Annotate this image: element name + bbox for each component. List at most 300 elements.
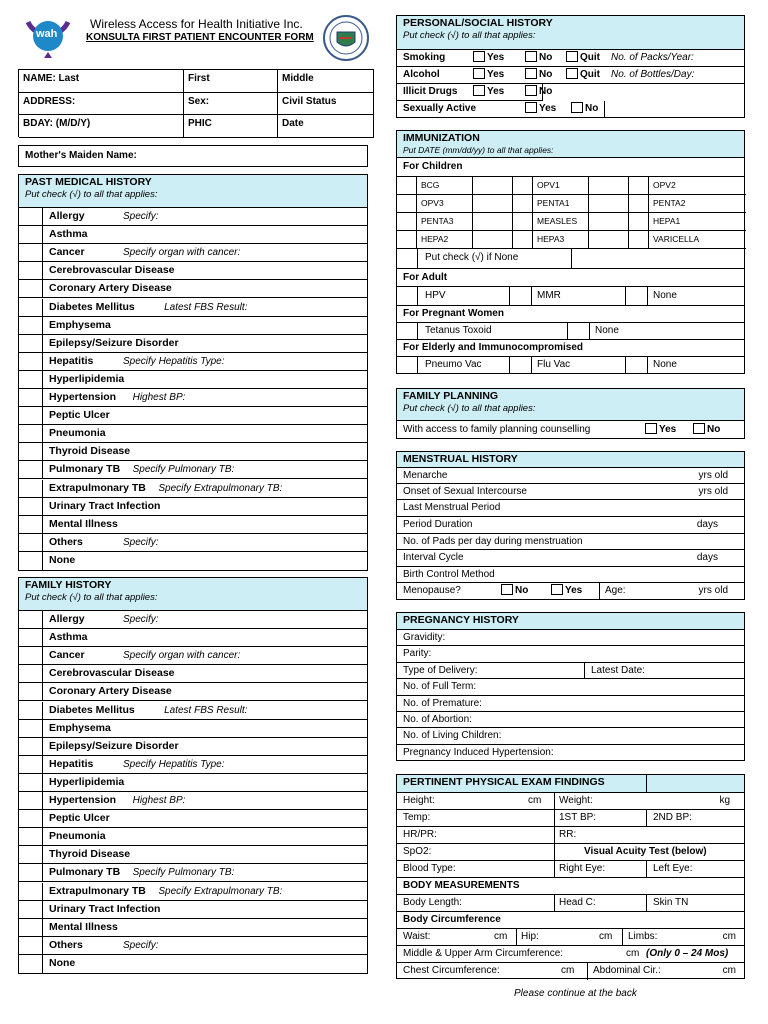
pmh-check-cell[interactable] — [19, 335, 43, 352]
no-label: No — [539, 69, 553, 80]
condition-label: Emphysema — [49, 318, 111, 331]
fh-check-cell[interactable] — [19, 792, 43, 809]
menarche-label: Menarche — [403, 470, 448, 481]
condition-label: Extrapulmonary TB — [49, 884, 146, 897]
pmh-check-cell[interactable] — [19, 443, 43, 460]
cm-unit: cm — [494, 931, 508, 942]
specify-label: Specify: — [123, 536, 159, 548]
history-row — [19, 534, 367, 552]
fp-access-label: With access to family planning counselling — [403, 424, 591, 435]
history-row — [19, 937, 367, 955]
no-label: No — [707, 424, 721, 435]
fh-check-cell[interactable] — [19, 883, 43, 900]
condition-label: Asthma — [49, 631, 88, 644]
history-row — [19, 665, 367, 683]
condition-label: Diabetes Mellitus — [49, 300, 135, 313]
condition-label: Pneumonia — [49, 427, 106, 440]
pmh-check-cell[interactable] — [19, 208, 43, 225]
pmh-check-cell[interactable] — [19, 280, 43, 297]
temp-label: Temp: — [403, 812, 431, 823]
history-row — [19, 774, 367, 792]
vaccine-label: PENTA2 — [649, 195, 746, 213]
condition-label: Coronary Artery Disease — [49, 685, 172, 698]
specify-label: Specify organ with cancer: — [123, 650, 241, 662]
alcohol-yes-checkbox[interactable] — [473, 68, 485, 79]
condition-label: None — [49, 553, 76, 566]
fh-check-cell[interactable] — [19, 647, 43, 664]
vaccine-label: OPV1 — [533, 177, 589, 195]
condition-label: Others — [49, 938, 83, 951]
sexually-active-no-checkbox[interactable] — [571, 102, 583, 113]
fh-check-cell[interactable] — [19, 937, 43, 954]
immunization — [396, 130, 745, 374]
specify-label: Specify: — [123, 939, 159, 951]
past-medical-history — [18, 174, 368, 571]
duration-label: Period Duration — [403, 519, 473, 530]
onset-label: Onset of Sexual Intercourse — [403, 486, 527, 497]
birth-control-label: Birth Control Method — [403, 569, 495, 580]
limbs-label: Limbs: — [628, 931, 658, 942]
maiden-name-field[interactable] — [18, 145, 368, 167]
history-row — [19, 407, 367, 425]
history-row — [19, 611, 367, 629]
pmh-check-cell[interactable] — [19, 299, 43, 316]
fh-check-cell[interactable] — [19, 774, 43, 791]
specify-label: Highest BP: — [132, 795, 186, 806]
for-elderly-label: For Elderly and Immunocompromised — [403, 342, 584, 353]
condition-label: Hyperlipidemia — [49, 775, 125, 788]
section-subtitle: Put DATE (mm/dd/yy) to all that applies: — [403, 145, 554, 155]
body-circumference-label: Body Circumference — [403, 914, 501, 925]
fh-check-cell[interactable] — [19, 828, 43, 845]
living-children-label: No. of Living Children: — [403, 730, 502, 741]
continue-note: Please continue at the back — [514, 988, 637, 999]
bday-label: BDAY: (M/D/Y) — [23, 118, 91, 129]
specify-label: Latest FBS Result: — [164, 704, 248, 716]
pmh-check-cell[interactable] — [19, 262, 43, 279]
section-title: FAMILY HISTORY — [25, 579, 112, 591]
history-row — [19, 353, 367, 371]
date-label: Date — [282, 118, 304, 129]
history-row — [19, 919, 367, 937]
height-label: Height: — [403, 795, 435, 806]
no-label: No — [515, 585, 529, 596]
fh-check-cell[interactable] — [19, 720, 43, 737]
fh-check-cell[interactable] — [19, 665, 43, 682]
vaccine-label: MEASLES — [533, 213, 589, 231]
left-eye-label: Left Eye: — [653, 863, 693, 874]
wah-logo — [22, 14, 74, 60]
section-title: PAST MEDICAL HISTORY — [25, 176, 152, 188]
pmh-check-cell[interactable] — [19, 425, 43, 442]
adult-none-label: None — [653, 290, 677, 301]
specify-label: Specify organ with cancer: — [123, 247, 241, 259]
vaccine-label: PENTA1 — [533, 195, 589, 213]
history-row — [19, 516, 367, 534]
hpv-label: HPV — [425, 290, 446, 301]
history-row — [19, 738, 367, 756]
history-row — [19, 864, 367, 882]
abortion-label: No. of Abortion: — [403, 714, 472, 725]
lmp-label: Last Menstrual Period — [403, 502, 501, 513]
condition-label: Extrapulmonary TB — [49, 481, 146, 494]
flu-vac-label: Flu Vac — [537, 359, 571, 370]
body-length-label: Body Length: — [403, 897, 462, 908]
pmh-check-cell[interactable] — [19, 317, 43, 334]
condition-label: Allergy — [49, 613, 85, 625]
menopause-yes-checkbox[interactable] — [551, 584, 563, 595]
pregnancy-history — [396, 612, 745, 761]
menopause-no-checkbox[interactable] — [501, 584, 513, 595]
vaccine-date-cell[interactable] — [397, 231, 417, 249]
org-name: Wireless Access for Health Initiative Inc. — [90, 17, 303, 31]
specify-label: Latest FBS Result: — [164, 301, 248, 313]
history-row — [19, 683, 367, 701]
vaccine-label: OPV2 — [649, 177, 746, 195]
specify-label: Specify: — [123, 614, 159, 625]
history-row — [19, 262, 367, 280]
chest-label: Chest Circumference: — [403, 965, 500, 976]
parity-label: Parity: — [403, 648, 432, 659]
condition-label: Coronary Artery Disease — [49, 282, 172, 295]
pmh-check-cell[interactable] — [19, 480, 43, 497]
history-row — [19, 498, 367, 516]
unit-label: days — [696, 519, 718, 530]
history-row — [19, 280, 367, 298]
history-row — [19, 955, 367, 973]
specify-label: Specify: — [123, 211, 159, 222]
section-title: PREGNANCY HISTORY — [403, 614, 519, 626]
mmr-label: MMR — [537, 290, 561, 301]
no-label: No — [539, 86, 553, 97]
vaccine-label: BCG — [417, 177, 473, 195]
specify-label: Specify Extrapulmonary TB: — [158, 885, 283, 897]
vaccine-label: VARICELLA — [649, 231, 746, 249]
address-label: ADDRESS: — [23, 96, 76, 107]
vaccine-label: HEPA1 — [649, 213, 746, 231]
phic-label: PHIC — [188, 118, 212, 129]
vaccine-label: HEPA3 — [533, 231, 589, 249]
history-row — [19, 461, 367, 479]
condition-label: Cerebrovascular Disease — [49, 264, 175, 277]
condition-label: Thyroid Disease — [49, 445, 131, 458]
right-eye-label: Right Eye: — [559, 863, 606, 874]
for-pregnant-label: For Pregnant Women — [403, 308, 504, 319]
yes-label: Yes — [487, 52, 505, 63]
first-name-label: First — [188, 73, 210, 84]
menopause-label: Menopause? — [403, 585, 461, 596]
bottles-label: No. of Bottles/Day: — [611, 69, 695, 80]
condition-label: Hypertension — [49, 794, 117, 806]
condition-label: None — [49, 956, 76, 969]
history-row — [19, 317, 367, 335]
smoking-quit-checkbox[interactable] — [566, 51, 578, 62]
premature-label: No. of Premature: — [403, 698, 482, 709]
pmh-check-cell[interactable] — [19, 389, 43, 406]
pih-label: Pregnancy Induced Hypertension: — [403, 747, 554, 758]
fp-no-checkbox[interactable] — [693, 423, 705, 434]
specify-label: Specify Hepatitis Type: — [123, 758, 225, 770]
section-subtitle: Put check (√) to all that applies: — [25, 592, 158, 603]
pregnant-none-label: None — [595, 325, 619, 336]
specify-label: Specify Pulmonary TB: — [132, 464, 235, 476]
elderly-none-label: None — [653, 359, 677, 370]
family-history — [18, 577, 368, 974]
fh-check-cell[interactable] — [19, 683, 43, 700]
alcohol-quit-checkbox[interactable] — [566, 68, 578, 79]
history-row — [19, 389, 367, 407]
history-row — [19, 244, 367, 262]
pmh-check-cell[interactable] — [19, 552, 43, 570]
condition-label: Emphysema — [49, 721, 111, 734]
head-c-label: Head C: — [559, 897, 596, 908]
delivery-type-label: Type of Delivery: — [403, 665, 478, 676]
vaccine-date-cell[interactable] — [589, 231, 629, 249]
section-subtitle: Put check (√) to all that applies: — [403, 403, 536, 414]
no-label: No — [585, 103, 599, 114]
history-row — [19, 647, 367, 665]
fp-yes-checkbox[interactable] — [645, 423, 657, 434]
patient-info-table — [18, 69, 374, 137]
condition-label: Peptic Ulcer — [49, 409, 110, 422]
history-row — [19, 720, 367, 738]
condition-label: Thyroid Disease — [49, 848, 131, 861]
history-row — [19, 828, 367, 846]
cm-unit: cm — [561, 965, 575, 976]
specify-label: Specify Extrapulmonary TB: — [158, 482, 283, 494]
history-row — [19, 371, 367, 389]
form-title: KONSULTA FIRST PATIENT ENCOUNTER FORM — [86, 32, 314, 43]
sexually-active-yes-checkbox[interactable] — [525, 102, 537, 113]
condition-label: Epilepsy/Seizure Disorder — [49, 739, 179, 752]
vaccine-date-cell[interactable] — [589, 195, 629, 213]
history-row — [19, 425, 367, 443]
abdominal-label: Abdominal Cir.: — [593, 965, 661, 976]
age-label: Age: — [605, 585, 626, 596]
alcohol-label: Alcohol — [403, 69, 440, 80]
pmh-check-cell[interactable] — [19, 461, 43, 478]
condition-label: Allergy — [49, 210, 85, 222]
condition-label: Epilepsy/Seizure Disorder — [49, 336, 179, 349]
unit-label: yrs old — [698, 470, 728, 481]
family-planning — [396, 388, 745, 439]
cm-unit: cm — [528, 795, 542, 806]
condition-label: Diabetes Mellitus — [49, 703, 135, 716]
vaccine-date-cell[interactable] — [629, 177, 649, 195]
muac-label: Middle & Upper Arm Circumference: — [403, 948, 564, 959]
condition-label: Mental Illness — [49, 517, 118, 530]
vaccine-date-cell[interactable] — [629, 213, 649, 231]
pmh-check-cell[interactable] — [19, 353, 43, 370]
vaccine-date-cell[interactable] — [513, 213, 533, 231]
condition-label: Cerebrovascular Disease — [49, 667, 175, 680]
section-title: PERSONAL/SOCIAL HISTORY — [403, 17, 553, 29]
vaccine-date-cell[interactable] — [397, 213, 417, 231]
condition-label: Pneumonia — [49, 830, 106, 843]
alcohol-no-checkbox[interactable] — [525, 68, 537, 79]
condition-label: Pulmonary TB — [49, 866, 121, 879]
condition-label: Cancer — [49, 246, 85, 259]
quit-label: Quit — [580, 69, 600, 80]
visual-acuity-label: Visual Acuity Test (below) — [584, 846, 707, 857]
pmh-check-cell[interactable] — [19, 244, 43, 261]
maiden-name-label: Mother's Maiden Name: — [25, 150, 137, 161]
sexually-active-label: Sexually Active — [403, 103, 477, 114]
menstrual-history — [396, 451, 745, 600]
cm-unit: cm — [722, 965, 736, 976]
kg-unit: kg — [719, 795, 730, 806]
smoking-yes-checkbox[interactable] — [473, 51, 485, 62]
condition-label: Hepatitis — [49, 757, 94, 770]
cm-unit: cm — [599, 931, 613, 942]
cm-unit: cm — [626, 948, 640, 959]
hip-label: Hip: — [521, 931, 539, 942]
muac-note: (Only 0 – 24 Mos) — [646, 948, 729, 959]
condition-label: Mental Illness — [49, 920, 118, 933]
vaccine-date-cell[interactable] — [513, 195, 533, 213]
fh-check-cell[interactable] — [19, 955, 43, 973]
for-adult-label: For Adult — [403, 272, 448, 283]
condition-label: Urinary Tract Infection — [49, 499, 161, 512]
condition-label: Hepatitis — [49, 354, 94, 367]
fh-check-cell[interactable] — [19, 756, 43, 773]
fh-check-cell[interactable] — [19, 629, 43, 646]
physical-exam — [396, 774, 745, 979]
condition-label: Urinary Tract Infection — [49, 902, 161, 915]
full-term-label: No. of Full Term: — [403, 681, 477, 692]
vaccine-label: PENTA3 — [417, 213, 473, 231]
fh-check-cell[interactable] — [19, 864, 43, 881]
fh-check-cell[interactable] — [19, 901, 43, 918]
blood-type-label: Blood Type: — [403, 863, 456, 874]
vaccine-date-cell[interactable] — [589, 213, 629, 231]
fh-check-cell[interactable] — [19, 611, 43, 628]
interval-label: Interval Cycle — [403, 552, 464, 563]
history-row — [19, 792, 367, 810]
history-row — [19, 208, 367, 226]
children-vaccine-grid — [397, 177, 744, 249]
logo-text: wah — [36, 28, 58, 40]
yes-label: Yes — [659, 424, 677, 435]
seal-icon — [322, 12, 370, 64]
vaccine-date-cell[interactable] — [629, 195, 649, 213]
fh-check-cell[interactable] — [19, 702, 43, 719]
history-row — [19, 846, 367, 864]
bp1-label: 1ST BP: — [559, 812, 597, 823]
gravidity-label: Gravidity: — [403, 632, 446, 643]
body-measurements-label: BODY MEASUREMENTS — [403, 880, 520, 891]
vaccine-date-cell[interactable] — [473, 231, 513, 249]
vaccine-date-cell[interactable] — [629, 231, 649, 249]
history-row — [19, 901, 367, 919]
vaccine-date-cell[interactable] — [397, 195, 417, 213]
section-title: MENSTRUAL HISTORY — [403, 453, 518, 465]
history-row — [19, 756, 367, 774]
history-row — [19, 443, 367, 461]
vaccine-label: HEPA2 — [417, 231, 473, 249]
spo2-label: SpO2: — [403, 846, 432, 857]
pmh-check-cell[interactable] — [19, 407, 43, 424]
children-none-label: Put check (√) if None — [425, 252, 519, 263]
vaccine-date-cell[interactable] — [473, 195, 513, 213]
smoking-label: Smoking — [403, 52, 446, 63]
section-subtitle: Put check (√) to all that applies: — [25, 189, 158, 200]
history-row — [19, 629, 367, 647]
unit-label: yrs old — [698, 486, 728, 497]
yes-label: Yes — [487, 86, 505, 97]
weight-label: Weight: — [559, 795, 593, 806]
history-row — [19, 883, 367, 901]
history-row — [19, 810, 367, 828]
sex-label: Sex: — [188, 96, 210, 107]
waist-label: Waist: — [403, 931, 431, 942]
vaccine-date-cell[interactable] — [513, 231, 533, 249]
section-title: FAMILY PLANNING — [403, 390, 499, 402]
pmh-check-cell[interactable] — [19, 516, 43, 533]
seal-emblem — [322, 12, 370, 64]
vaccine-date-cell[interactable] — [513, 177, 533, 195]
illicit-yes-checkbox[interactable] — [473, 85, 485, 96]
quit-label: Quit — [580, 52, 600, 63]
latest-date-label: Latest Date: — [591, 665, 645, 676]
history-row — [19, 702, 367, 720]
personal-social-history — [396, 15, 745, 118]
pmh-check-cell[interactable] — [19, 226, 43, 243]
fh-check-cell[interactable] — [19, 738, 43, 755]
illicit-drugs-label: Illicit Drugs — [403, 86, 458, 97]
section-title: PERTINENT PHYSICAL EXAM FINDINGS — [403, 776, 605, 788]
packs-label: No. of Packs/Year: — [611, 52, 694, 63]
vaccine-date-cell[interactable] — [589, 177, 629, 195]
condition-label: Others — [49, 535, 83, 548]
specify-label: Specify Pulmonary TB: — [132, 867, 235, 879]
history-row — [19, 226, 367, 244]
condition-label: Asthma — [49, 228, 88, 241]
skin-tn-label: Skin TN — [653, 897, 689, 908]
pneumo-vac-label: Pneumo Vac — [425, 359, 482, 370]
tetanus-label: Tetanus Toxoid — [425, 325, 492, 336]
name-last-label: NAME: Last — [23, 73, 80, 84]
condition-label: Hyperlipidemia — [49, 372, 125, 385]
unit-label: yrs old — [698, 585, 728, 596]
fh-check-cell[interactable] — [19, 810, 43, 827]
history-row — [19, 480, 367, 498]
condition-label: Peptic Ulcer — [49, 812, 110, 825]
vaccine-date-cell[interactable] — [473, 213, 513, 231]
condition-label: Pulmonary TB — [49, 463, 121, 476]
fh-check-cell[interactable] — [19, 919, 43, 936]
specify-label: Specify Hepatitis Type: — [123, 355, 225, 367]
bp2-label: 2ND BP: — [653, 812, 692, 823]
hrpr-label: HR/PR: — [403, 829, 437, 840]
smoking-no-checkbox[interactable] — [525, 51, 537, 62]
for-children-label: For Children — [403, 161, 463, 172]
unit-label: days — [696, 552, 718, 563]
illicit-no-checkbox[interactable] — [525, 85, 537, 96]
vaccine-date-cell[interactable] — [473, 177, 513, 195]
pmh-check-cell[interactable] — [19, 371, 43, 388]
history-row — [19, 335, 367, 353]
pmh-check-cell[interactable] — [19, 498, 43, 515]
no-label: No — [539, 52, 553, 63]
condition-label: Cancer — [49, 649, 85, 662]
section-subtitle: Put check (√) to all that applies: — [403, 30, 536, 41]
fh-check-cell[interactable] — [19, 846, 43, 863]
section-title: IMMUNIZATION — [403, 132, 480, 144]
pmh-check-cell[interactable] — [19, 534, 43, 551]
vaccine-date-cell[interactable] — [397, 177, 417, 195]
history-row — [19, 299, 367, 317]
